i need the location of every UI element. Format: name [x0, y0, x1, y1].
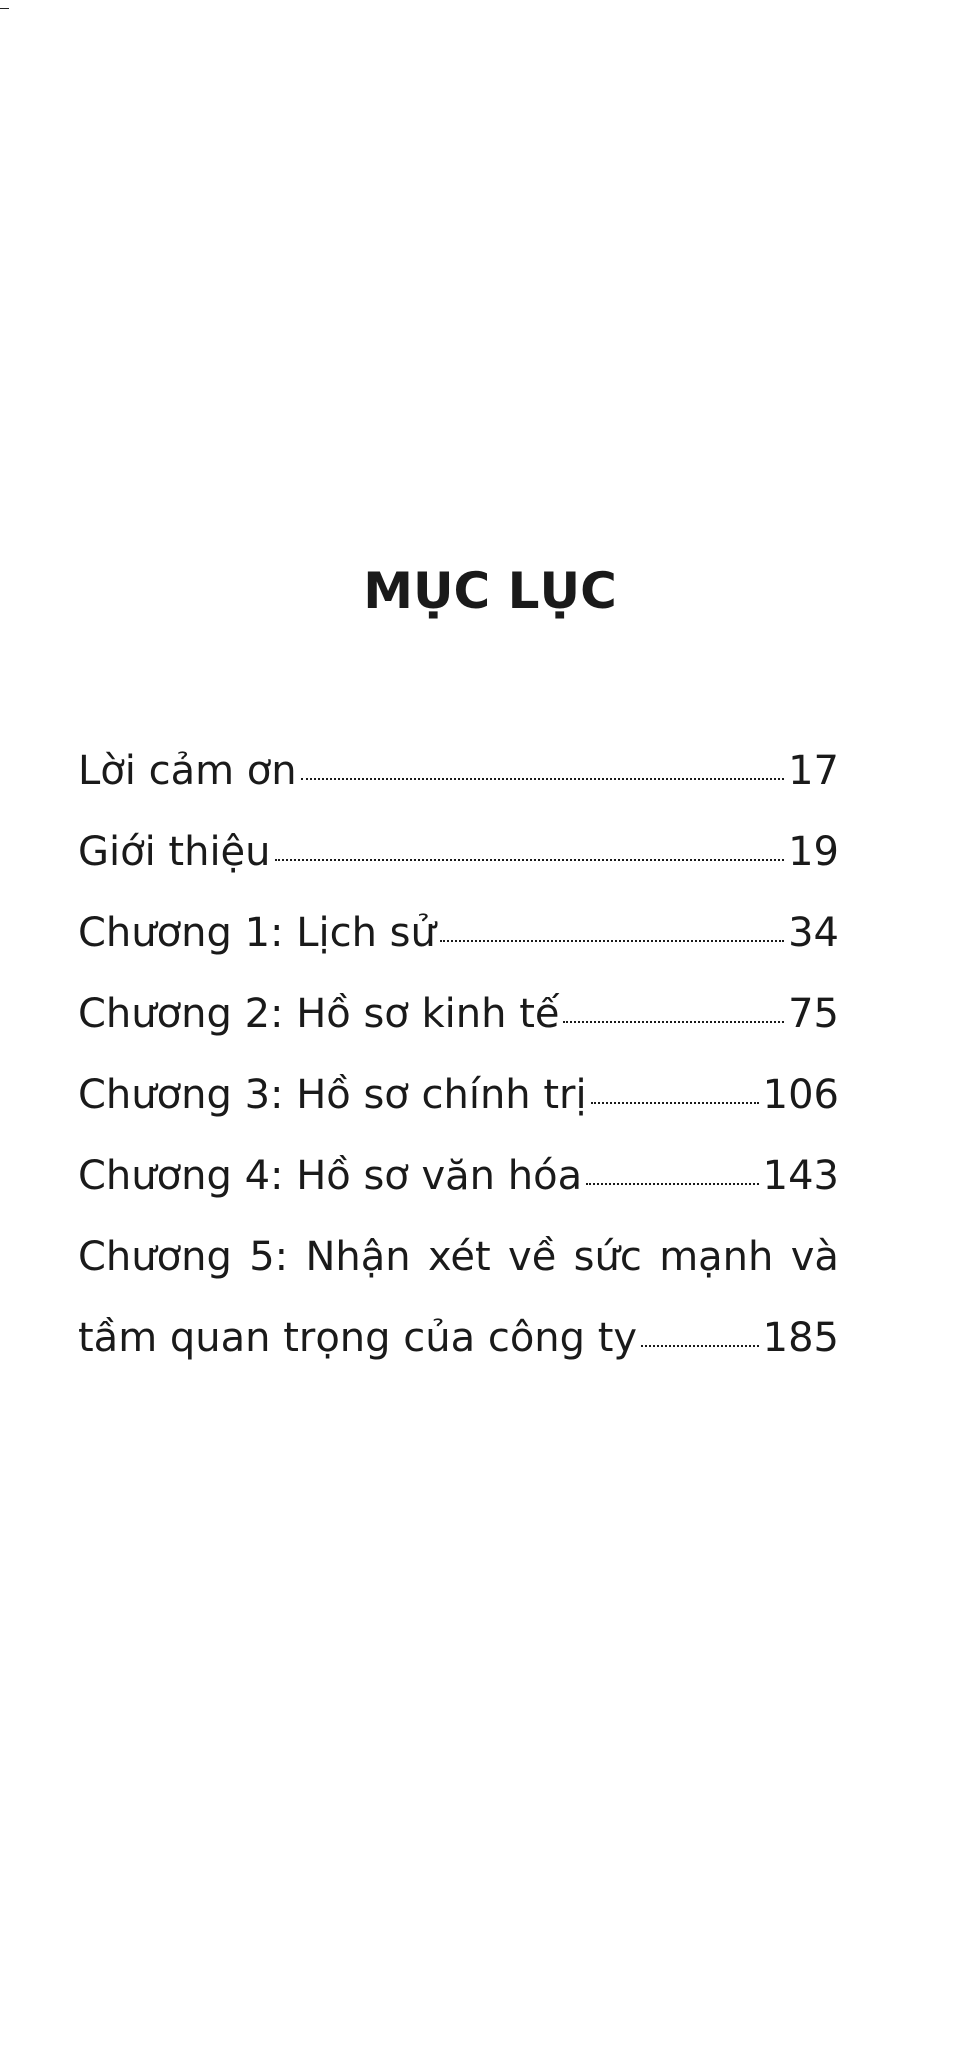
- toc-entry-word: về: [508, 1234, 557, 1280]
- toc-entry-page: 19: [788, 829, 839, 875]
- toc-entry-page: 106: [762, 1072, 839, 1118]
- dot-leader: [275, 859, 785, 861]
- toc-entry-line-1[interactable]: [78, 1217, 839, 1298]
- toc-entry-label: Chương 1: Lịch sử: [78, 910, 436, 956]
- dot-leader: [641, 1345, 759, 1347]
- toc-entry[interactable]: [78, 731, 839, 812]
- dot-leader: [563, 1021, 784, 1023]
- toc-entry-word: mạnh: [659, 1234, 774, 1280]
- toc-entry-page: 34: [788, 910, 839, 956]
- page-title: MỤC LỤC: [363, 561, 617, 620]
- toc-entry-label: Chương 3: Hồ sơ chính trị: [78, 1072, 587, 1118]
- toc-entry-word: xét: [427, 1234, 491, 1280]
- toc-entry[interactable]: [78, 1055, 839, 1136]
- toc-entry-word: 5:: [249, 1234, 289, 1280]
- toc-entry-page: 143: [762, 1153, 839, 1199]
- toc-entry-label: Chương 4: Hồ sơ văn hóa: [78, 1153, 583, 1199]
- corner-mark: [0, 8, 9, 9]
- toc-entry-word: Nhận: [305, 1234, 411, 1280]
- table-of-contents: [78, 731, 839, 1379]
- dot-leader: [301, 778, 785, 780]
- toc-entry-word: và: [790, 1234, 839, 1280]
- dot-leader: [591, 1102, 759, 1104]
- toc-entry[interactable]: [78, 974, 839, 1055]
- toc-entry-word: Chương: [78, 1234, 232, 1280]
- toc-entry-line-2[interactable]: [78, 1298, 839, 1379]
- toc-entry-page: 17: [788, 748, 839, 794]
- dot-leader: [440, 940, 784, 942]
- toc-entry-page: 75: [788, 991, 839, 1037]
- dot-leader: [586, 1183, 759, 1185]
- toc-entry[interactable]: [78, 812, 839, 893]
- toc-entry-label: tầm quan trọng của công ty: [78, 1315, 638, 1361]
- toc-entry[interactable]: [78, 1136, 839, 1217]
- toc-entry-page: 185: [762, 1315, 839, 1361]
- toc-entry-label: Chương 2: Hồ sơ kinh tế: [78, 991, 560, 1037]
- toc-entry-word: sức: [573, 1234, 642, 1280]
- toc-entry-label: Lời cảm ơn: [78, 748, 297, 794]
- toc-entry[interactable]: [78, 893, 839, 974]
- toc-entry-label: Giới thiệu: [78, 829, 271, 875]
